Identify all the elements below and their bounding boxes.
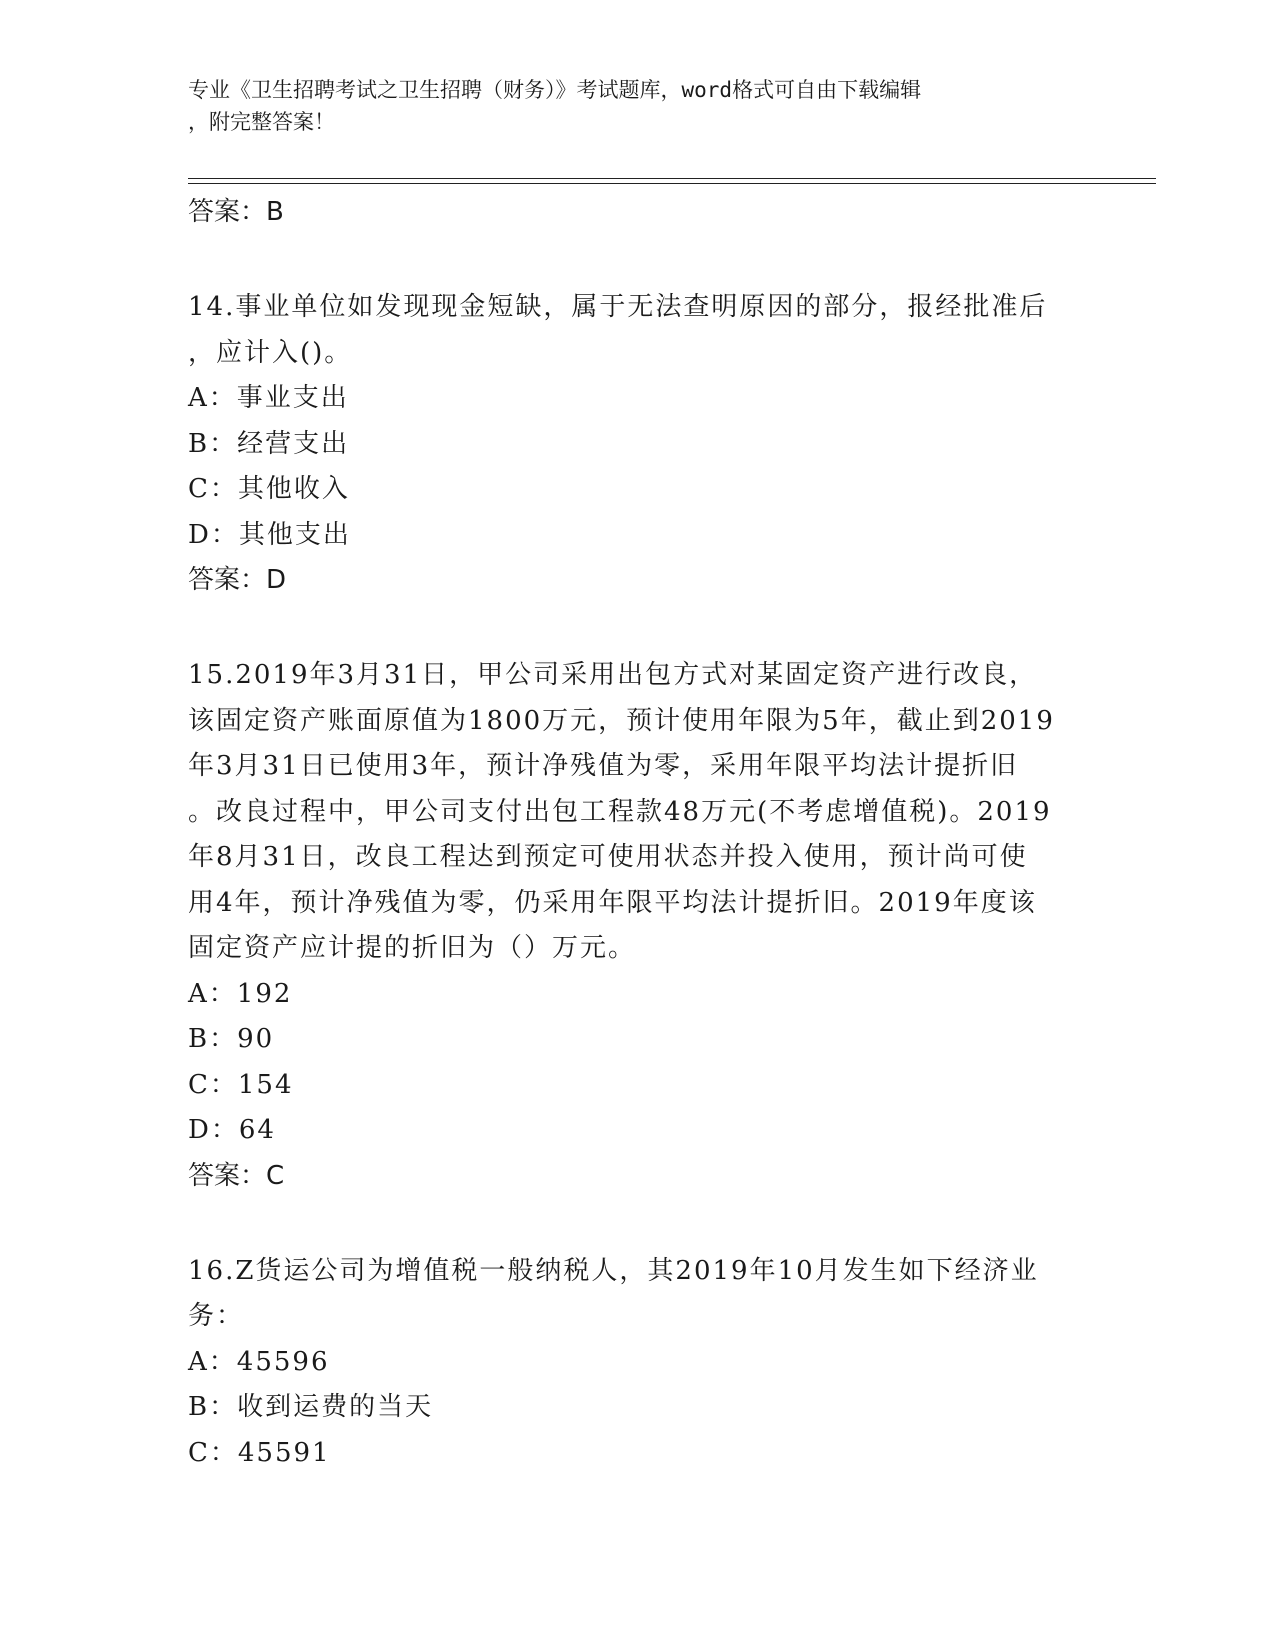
option-a: A：事业支出: [188, 383, 349, 413]
answer-line: 答案：D: [188, 565, 287, 595]
header-divider-bottom: [188, 183, 1156, 184]
option-c: C：154: [188, 1069, 294, 1100]
question-text-line: 年3月31日已使用3年，预计净残值为零，采用年限平均法计提折旧: [188, 751, 1019, 781]
option-d: D：其他支出: [188, 519, 351, 550]
question-text-line: 务：: [188, 1301, 245, 1331]
option-b: B：经营支出: [188, 428, 350, 459]
option-a: A：45596: [188, 1346, 330, 1377]
option-a: A：192: [188, 978, 293, 1009]
question-list: [188, 190, 1088, 1476]
answer-line: 答案：C: [188, 1160, 285, 1191]
question-text-line: ，应计入()。: [188, 337, 353, 368]
header-line-1: 专业《卫生招聘考试之卫生招聘（财务）》考试题库，word格式可自由下载编辑: [188, 78, 922, 102]
question-text-line: 固定资产应计提的折旧为（）万元。: [188, 933, 637, 963]
option-b: B：90: [188, 1024, 275, 1054]
question-text-line: 该固定资产账面原值为1800万元，预计使用年限为5年，截止到2019: [188, 705, 1055, 736]
option-d: D：64: [188, 1115, 276, 1145]
header-line-2: ，附完整答案！: [188, 110, 335, 134]
question-text-line: 16.Z货运公司为增值税一般纳税人，其2019年10月发生如下经济业: [188, 1255, 1039, 1286]
option-c: C：45591: [188, 1437, 331, 1468]
option-c: C：其他收入: [188, 474, 350, 504]
question-15: [188, 653, 1088, 1199]
question-text-line: 14.事业单位如发现现金短缺，属于无法查明原因的部分，报经批准后: [188, 292, 1048, 322]
document-header: [188, 74, 1068, 138]
question-text-line: 15.2019年3月31日，甲公司采用出包方式对某固定资产进行改良，: [188, 660, 1038, 690]
header-divider-top: [188, 178, 1156, 179]
question-14: [188, 285, 1088, 603]
question-16: [188, 1249, 1088, 1477]
option-b: B：收到运费的当天: [188, 1392, 434, 1422]
question-text-line: 。改良过程中，甲公司支付出包工程款48万元(不考虑增值税)。2019: [188, 796, 1052, 827]
question-text-line: 用4年，预计净残值为零，仍采用年限平均法计提折旧。2019年度该: [188, 887, 1037, 918]
question-text-line: 年8月31日，改良工程达到预定可使用状态并投入使用，预计尚可使: [188, 842, 1028, 872]
answer-line: 答案：B: [188, 197, 284, 227]
